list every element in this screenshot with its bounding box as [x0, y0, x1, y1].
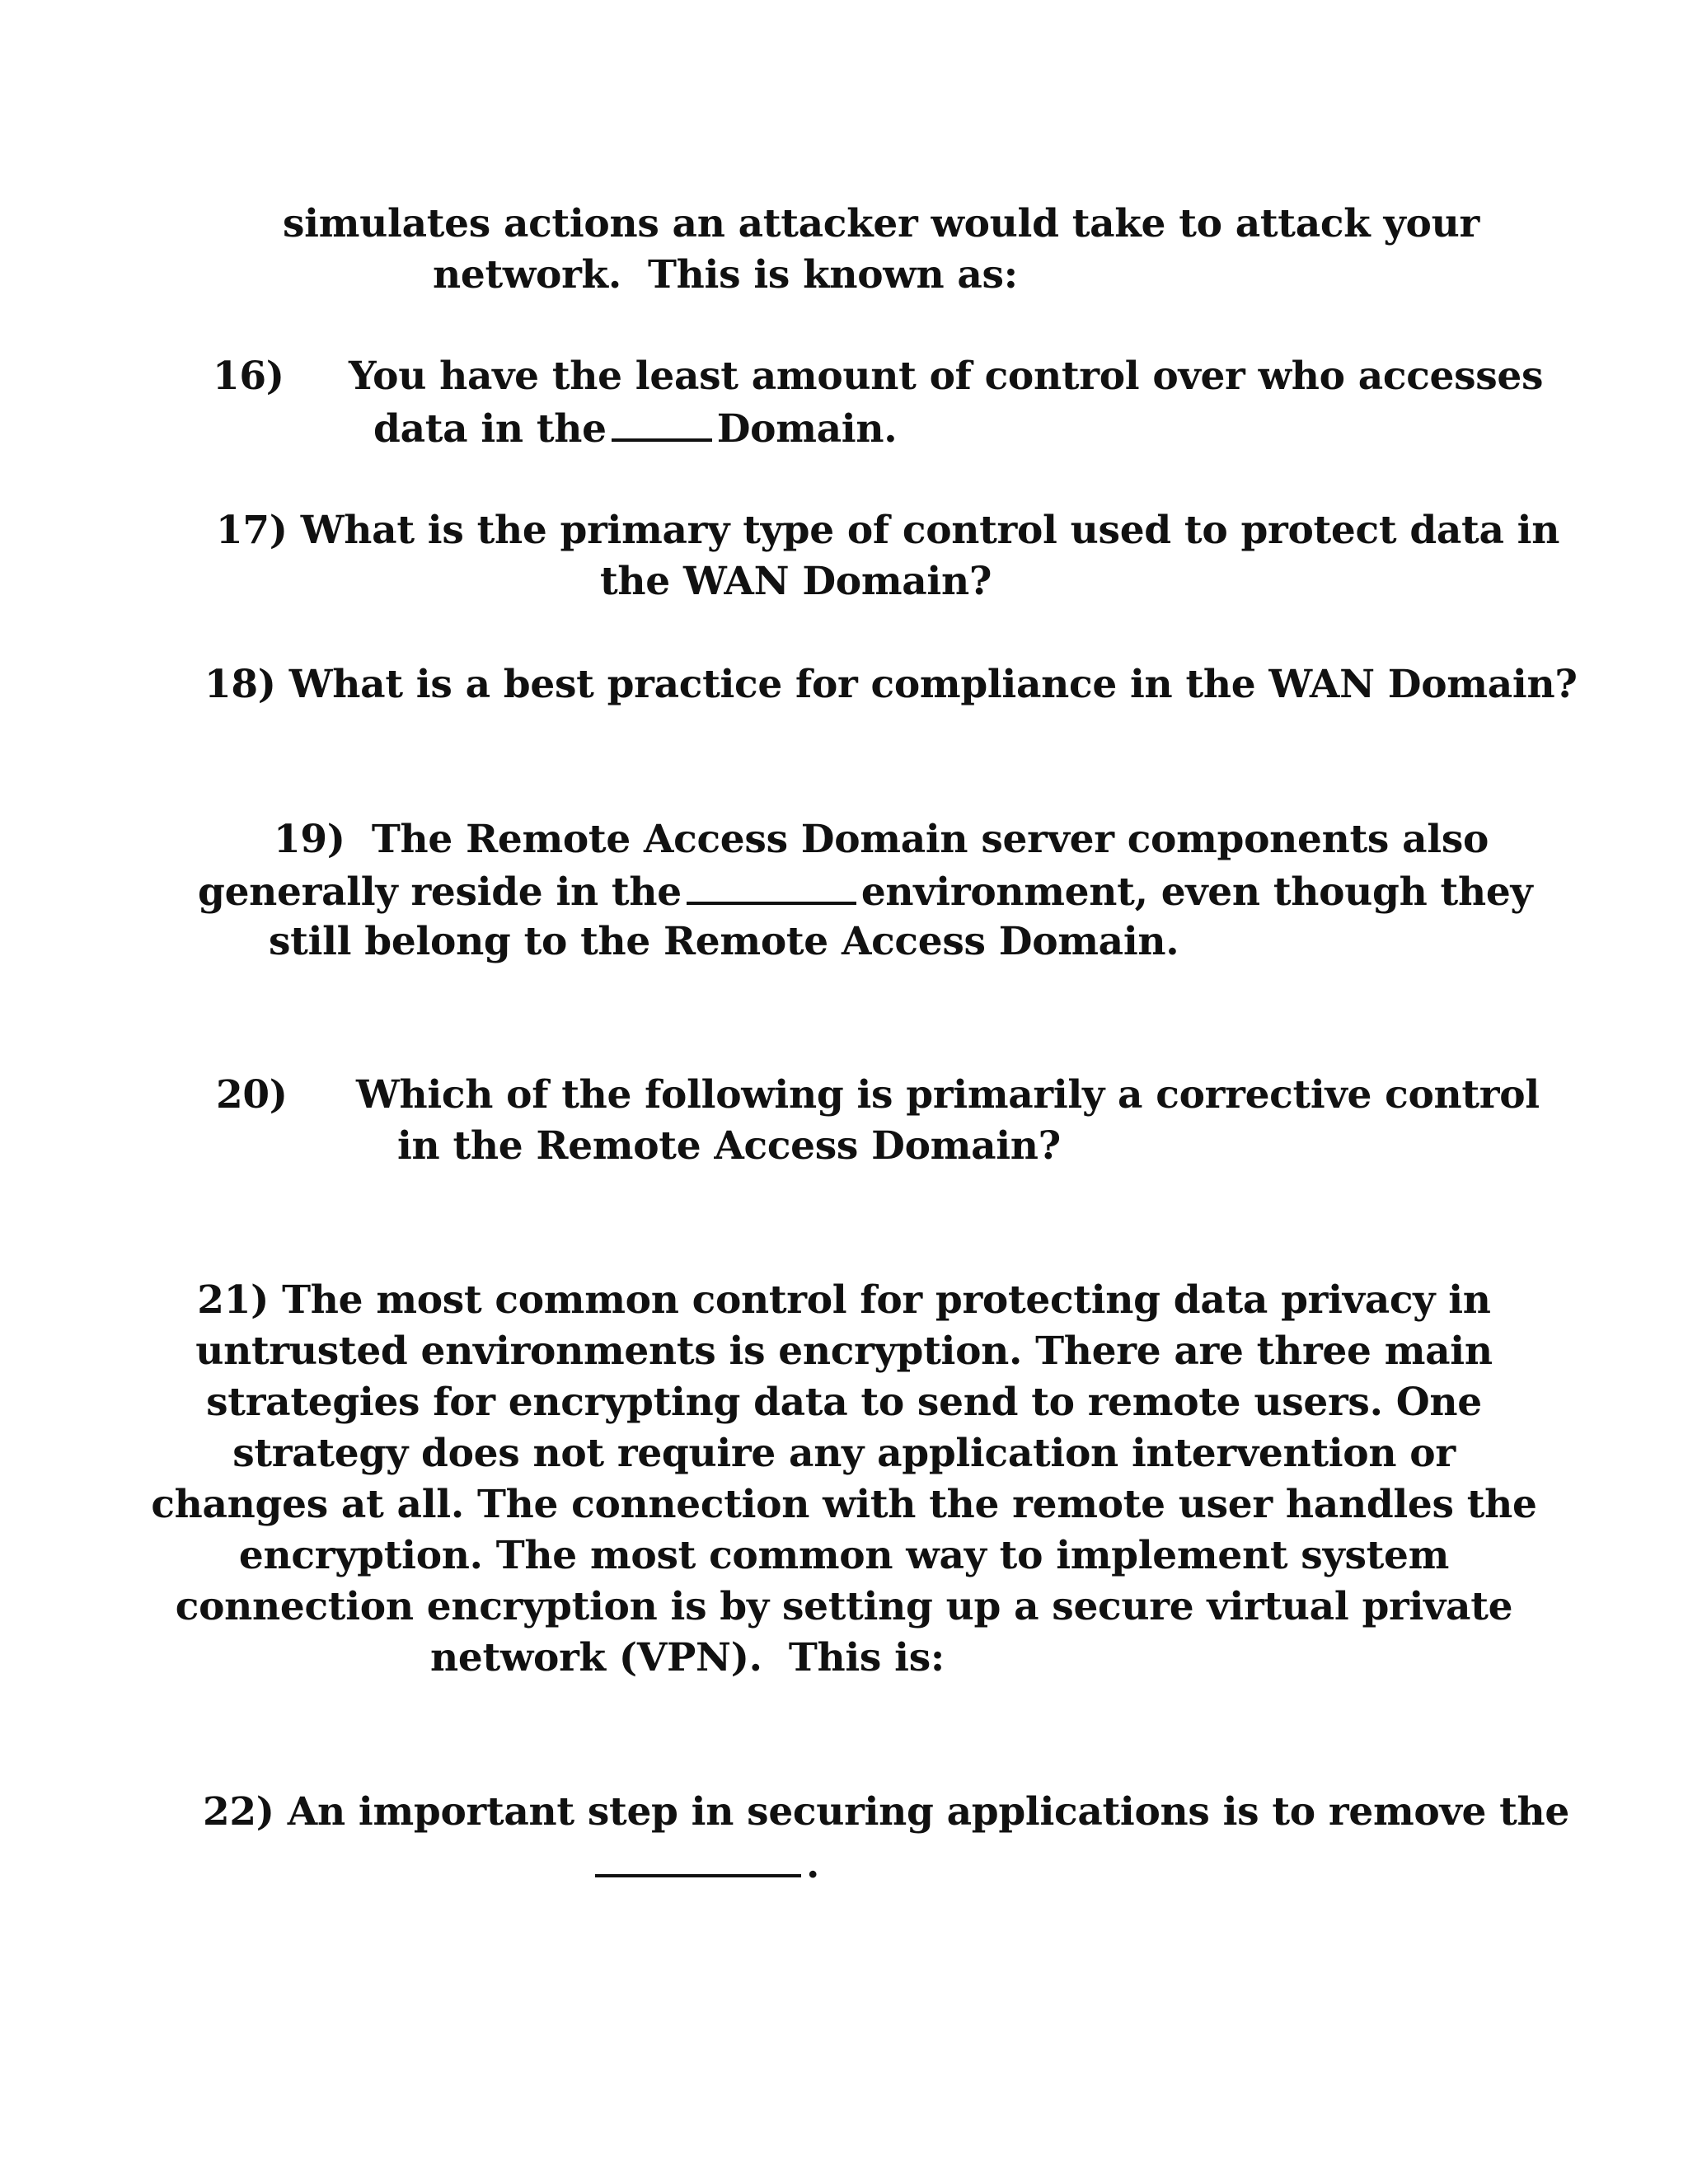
q19-line-2-after: environment, even though they [860, 869, 1533, 915]
q16-answer-blank [612, 402, 712, 442]
q16-number: 16) [213, 354, 284, 399]
q16-line-1: You have the least amount of control over who accesses [349, 354, 1544, 399]
q16-line-2 [373, 402, 897, 455]
q17-line-2: the WAN Domain? [600, 559, 992, 604]
q22-answer-blank [595, 1838, 801, 1877]
q19-answer-blank [687, 865, 856, 905]
q21-line-6: encryption. The most common way to implement system [238, 1533, 1450, 1578]
q21-line-3: strategies for encrypting data to send to remote users. One [206, 1380, 1482, 1425]
q19-line-2-before: generally reside in the [198, 869, 682, 915]
q19-line-1: 19) The Remote Access Domain server components also [274, 817, 1489, 862]
q21-line-5: changes at all. The connection with the remote user handles the [151, 1482, 1537, 1527]
q17-line-1: 17) What is the primary type of control used to protect data in [216, 508, 1560, 553]
q19-line-2 [198, 865, 1532, 918]
q21-line-4: strategy does not require any application intervention or [232, 1431, 1456, 1476]
q19-line-3: still belong to the Remote Access Domain. [269, 919, 1179, 964]
q20-line-1: Which of the following is primarily a corrective control [356, 1072, 1540, 1118]
q15-line-2: network. This is known as: [433, 252, 1018, 298]
q21-line-7: connection encryption is by setting up a secure virtual private [175, 1584, 1513, 1629]
q16-line-2-before: data in the [373, 406, 607, 452]
q20-number: 20) [216, 1072, 288, 1118]
q16-line-2-after: Domain. [716, 406, 898, 452]
q21-line-2: untrusted environments is encryption. There are three main [195, 1329, 1493, 1374]
q18-line-1: 18) What is a best practice for compliance in the WAN Domain? [204, 662, 1578, 707]
q22-line-1: 22) An important step in securing applications is to remove the [203, 1789, 1570, 1835]
q20-line-2: in the Remote Access Domain? [397, 1123, 1061, 1169]
q22-line-2 [595, 1838, 819, 1891]
q15-line-1: simulates actions an attacker would take to attack your [283, 201, 1479, 246]
q21-line-8: network (VPN). This is: [430, 1635, 945, 1680]
q22-line-2-after: . [806, 1842, 820, 1887]
q21-line-1: 21) The most common control for protecting data privacy in [197, 1277, 1491, 1323]
